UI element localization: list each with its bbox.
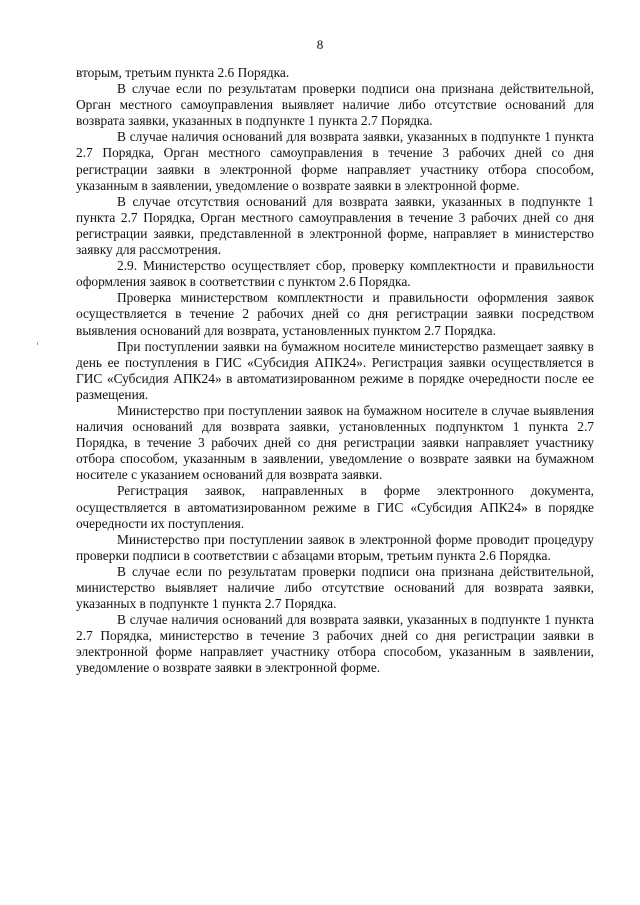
paragraph: Министерство при поступлении заявок на бумажном носителе в случае выявления наличия оснований для возврата заявки, установленных подпунктом 1 пункта 2.7 Порядка, в течение 3 рабочих дней со дня регистрации заявки направляет участнику отбора способом, указанным в заявлении, уведомление о возврате заявки на бумажном носителе с указанием оснований для возврата заявки. — [76, 402, 594, 483]
paragraph-section-2-9: 2.9. Министерство осуществляет сбор, проверку комплектности и правильности оформления заявок в соответствии с пунктом 2.6 Порядка. — [76, 258, 594, 290]
paragraph: Проверка министерством комплектности и правильности оформления заявок осуществляется в течение 2 рабочих дней со дня регистрации заявки посредством выявления оснований для возврата, установленных пунктом 2.7 Порядка. — [76, 290, 594, 338]
paragraph: В случае наличия оснований для возврата заявки, указанных в подпункте 1 пункта 2.7 Порядка, Орган местного самоуправления в течение 3 рабочих дней со дня регистрации заявки в электронной форме направляет участнику отбора способом, указанным в заявлении, уведомление о возврате заявки в электронной форме. — [76, 129, 594, 193]
document-body — [76, 65, 594, 677]
paragraph: В случае отсутствия оснований для возврата заявки, указанных в подпункте 1 пункта 2.7 Порядка, Орган местного самоуправления в течение 3 рабочих дней со дня регистрации заявки, представленной в электронной форме, направляет в министерство заявку для рассмотрения. — [76, 193, 594, 258]
page-number: 8 — [316, 37, 324, 52]
paragraph-continuation: вторым, третьим пункта 2.6 Порядка. — [76, 65, 290, 80]
paragraph: Министерство при поступлении заявок в электронной форме проводит процедуру проверки подписи в соответствии с абзацами вторым, третьим пункта 2.6 Порядка. — [76, 531, 594, 563]
paragraph: В случае если по результатам проверки подписи она признана действительной, министерство выявляет наличие либо отсутствие оснований для возврата заявки, указанных в подпункте 1 пункта 2.7 Порядка. — [76, 563, 594, 612]
paragraph: В случае наличия оснований для возврата заявки, указанных в подпункте 1 пункта 2.7 Порядка, министерство в течение 3 рабочих дней со дня регистрации заявки в электронной форме направляет участнику отбора способом, указанным в заявлении, уведомление о возврате заявки в электронной форме. — [76, 612, 594, 676]
paragraph: При поступлении заявки на бумажном носителе министерство размещает заявку в день ее поступления в ГИС «Субсидия АПК24». Регистрация заявки осуществляется в ГИС «Субсидия АПК24» в автоматизированном режиме в порядке очередности после ее размещения. — [76, 338, 594, 402]
paragraph: Регистрация заявок, направленных в форме электронного документа, осуществляется в автоматизированном режиме в ГИС «Субсидия АПК24» в порядке очередности их поступления. — [76, 483, 594, 531]
paragraph: В случае если по результатам проверки подписи она признана действительной, Орган местного самоуправления выявляет наличие либо отсутствие оснований для возврата заявки, указанных в подпункте 1 пункта 2.7 Порядка. — [76, 81, 594, 129]
margin-mark — [37, 342, 38, 345]
